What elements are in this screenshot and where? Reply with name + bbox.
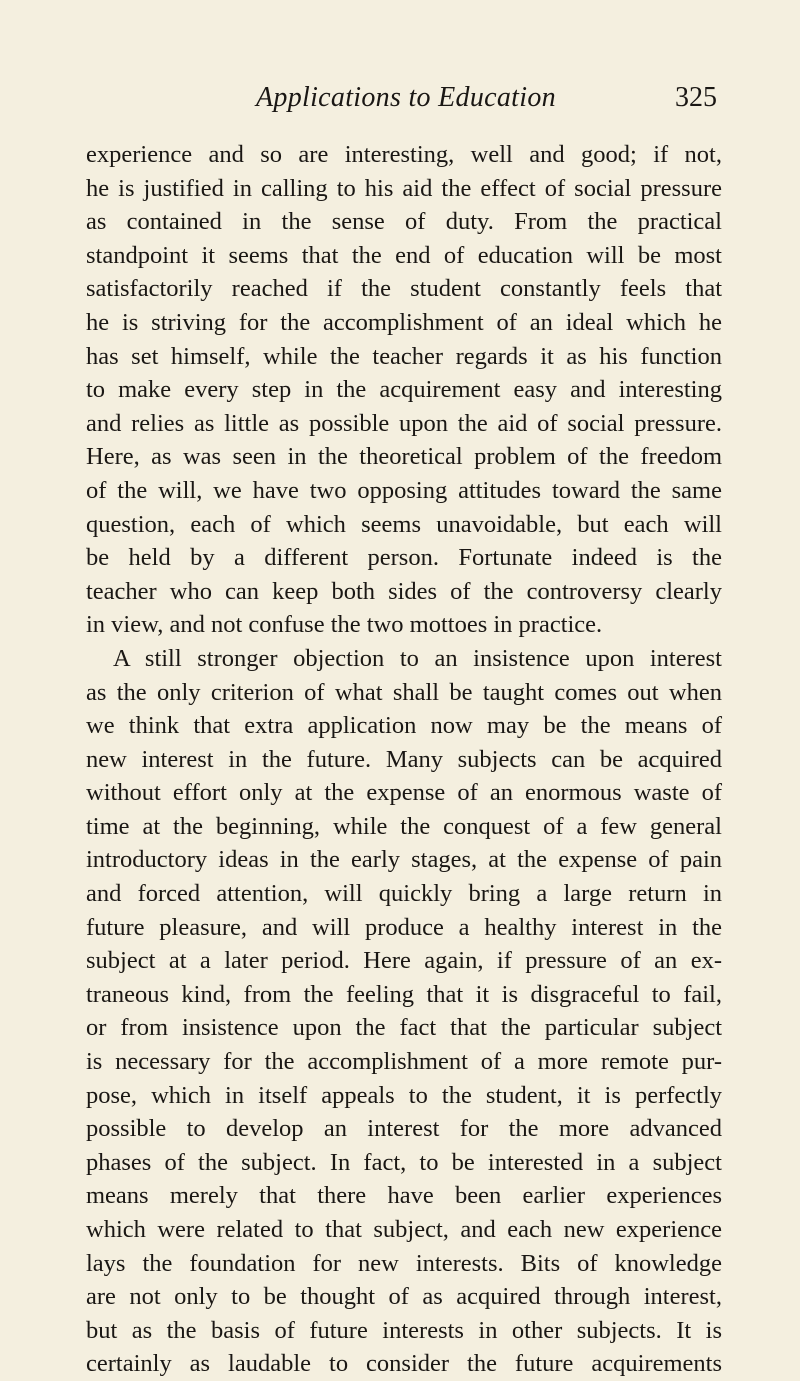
text-line: we think that extra application now may be the means of — [86, 712, 722, 740]
text-line: future pleasure, and will produce a healthy interest in the — [86, 913, 722, 941]
text-line: of the will, we have two opposing attitudes toward the same — [86, 476, 722, 504]
text-line: lays the foundation for new interests. Bits of knowledge — [86, 1249, 722, 1277]
text-line: standpoint it seems that the end of education will be most — [86, 241, 722, 269]
text-line: phases of the subject. In fact, to be interested in a subject — [86, 1148, 722, 1176]
body-text — [86, 138, 722, 1381]
text-line: and relies as little as possible upon the aid of social pressure. — [86, 409, 722, 437]
text-line: but as the basis of future interests in other subjects. It is — [86, 1316, 722, 1344]
text-line: time at the beginning, while the conquest of a few general — [86, 812, 722, 840]
text-line: Here, as was seen in the theoretical problem of the freedom — [86, 443, 722, 471]
text-line: he is striving for the accomplishment of an ideal which he — [86, 308, 722, 336]
text-line: teacher who can keep both sides of the controversy clearly — [86, 577, 722, 605]
text-line: possible to develop an interest for the more advanced — [86, 1115, 722, 1143]
text-line: satisfactorily reached if the student constantly feels that — [86, 275, 722, 303]
running-head — [0, 82, 800, 122]
text-line: introductory ideas in the early stages, at the expense of pain — [86, 846, 722, 874]
text-line: new interest in the future. Many subjects can be acquired — [86, 745, 722, 773]
text-line: question, each of which seems unavoidable, but each will — [86, 510, 722, 538]
text-line: to make every step in the acquirement easy and interesting — [86, 376, 722, 404]
text-line: certainly as laudable to consider the future acquirements — [86, 1350, 722, 1378]
page-number: 325 — [675, 82, 717, 113]
text-line: which were related to that subject, and each new experience — [86, 1216, 722, 1243]
text-line: traneous kind, from the feeling that it is disgraceful to fail, — [86, 980, 722, 1008]
text-line: he is justified in calling to his aid the effect of social pressure — [86, 174, 722, 202]
text-line: in view, and not confuse the two mottoes in practice. — [86, 611, 603, 639]
text-line: as the only criterion of what shall be taught comes out when — [86, 678, 722, 706]
text-line: is necessary for the accomplishment of a more remote pur- — [86, 1048, 722, 1076]
text-line: experience and so are interesting, well and good; if not, — [86, 141, 722, 168]
text-line: without effort only at the expense of an enormous waste of — [86, 779, 722, 807]
paragraph-start-line: A still stronger objection to an insistence upon interest — [113, 644, 722, 672]
text-line: pose, which in itself appeals to the student, it is perfectly — [86, 1081, 722, 1109]
text-line: are not only to be thought of as acquired through interest, — [86, 1283, 722, 1311]
text-line: means merely that there have been earlier experiences — [86, 1182, 722, 1210]
text-line: and forced attention, will quickly bring a large return in — [86, 880, 722, 908]
text-line: or from insistence upon the fact that the particular subject — [86, 1014, 722, 1042]
running-head-title: Applications to Education — [256, 82, 556, 113]
text-line: be held by a different person. Fortunate indeed is the — [86, 544, 722, 572]
text-line: as contained in the sense of duty. From the practical — [86, 208, 722, 236]
text-line: has set himself, while the teacher regards it as his function — [86, 342, 722, 370]
text-line: subject at a later period. Here again, if pressure of an ex- — [86, 947, 722, 975]
